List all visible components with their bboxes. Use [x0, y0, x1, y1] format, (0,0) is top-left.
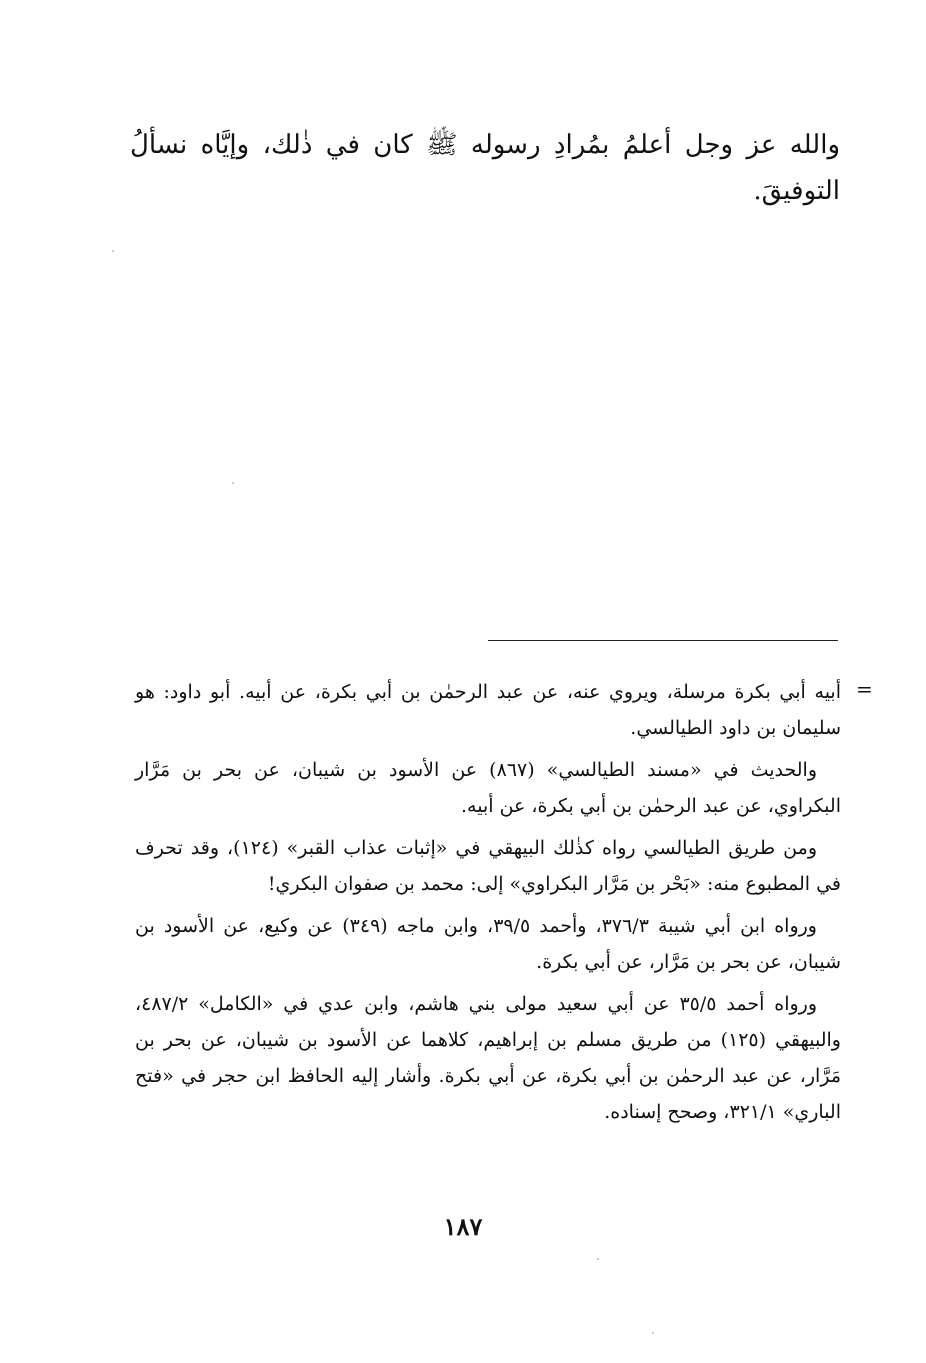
footnotes	[135, 674, 841, 1136]
main-paragraph: والله عز وجل أعلمُ بمُرادِ رسوله ﷺ كان في ذٰلك، وإيَّاه نسألُ التوفيقَ.	[130, 130, 840, 206]
main-text	[130, 122, 840, 214]
footnote-continuation-mark: =	[856, 677, 873, 701]
paper-speck	[597, 1258, 599, 1260]
paper-speck	[232, 482, 234, 484]
footnote-paragraph-2: والحديث في «مسند الطيالسي» (٨٦٧) عن الأسود بن شيبان، عن بحر بن مَرَّار البكراوي، عن عبد الرحمٰن بن أبي بكرة، عن أبيه.	[135, 759, 841, 817]
paper-speck	[652, 1332, 654, 1334]
paper-speck	[112, 250, 114, 252]
page-number: ١٨٧	[443, 1212, 483, 1241]
footnote-paragraph-4: ورواه ابن أبي شيبة ٣٧٦/٣، وأحمد ٣٩/٥، وابن ماجه (٣٤٩) عن وكيع، عن الأسود بن شيبان، عن بحر بن مَرَّار، عن أبي بكرة.	[135, 915, 841, 973]
footnote-paragraph-3: ومن طريق الطيالسي رواه كذٰلك البيهقي في «إثبات عذاب القبر» (١٢٤)، وقد تحرف في المطبوع منه: «بَحْر بن مَرَّار البكراوي» إلى: محمد بن صفوان البكري!	[135, 837, 841, 895]
footnote-paragraph-1: أبيه أبي بكرة مرسلة، ويروي عنه، عن عبد الرحمٰن بن أبي بكرة، عن أبيه. أبو داود: هو سليمان بن داود الطيالسي.	[135, 681, 841, 739]
footnote-separator	[488, 640, 838, 641]
footnote-paragraph-5: ورواه أحمد ٣٥/٥ عن أبي سعيد مولى بني هاشم، وابن عدي في «الكامل» ٤٨٧/٢، والبيهقي (١٢٥) من طريق مسلم بن إبراهيم، كلاهما عن الأسود بن شيبان، عن بحر بن مَرَّار، عن عبد الرحمٰن بن أبي بكرة، عن أبي بكرة. وأشار إليه الحافظ ابن حجر في «فتح الباري» ٣٢١/١، وصحح إسناده.	[135, 993, 841, 1123]
